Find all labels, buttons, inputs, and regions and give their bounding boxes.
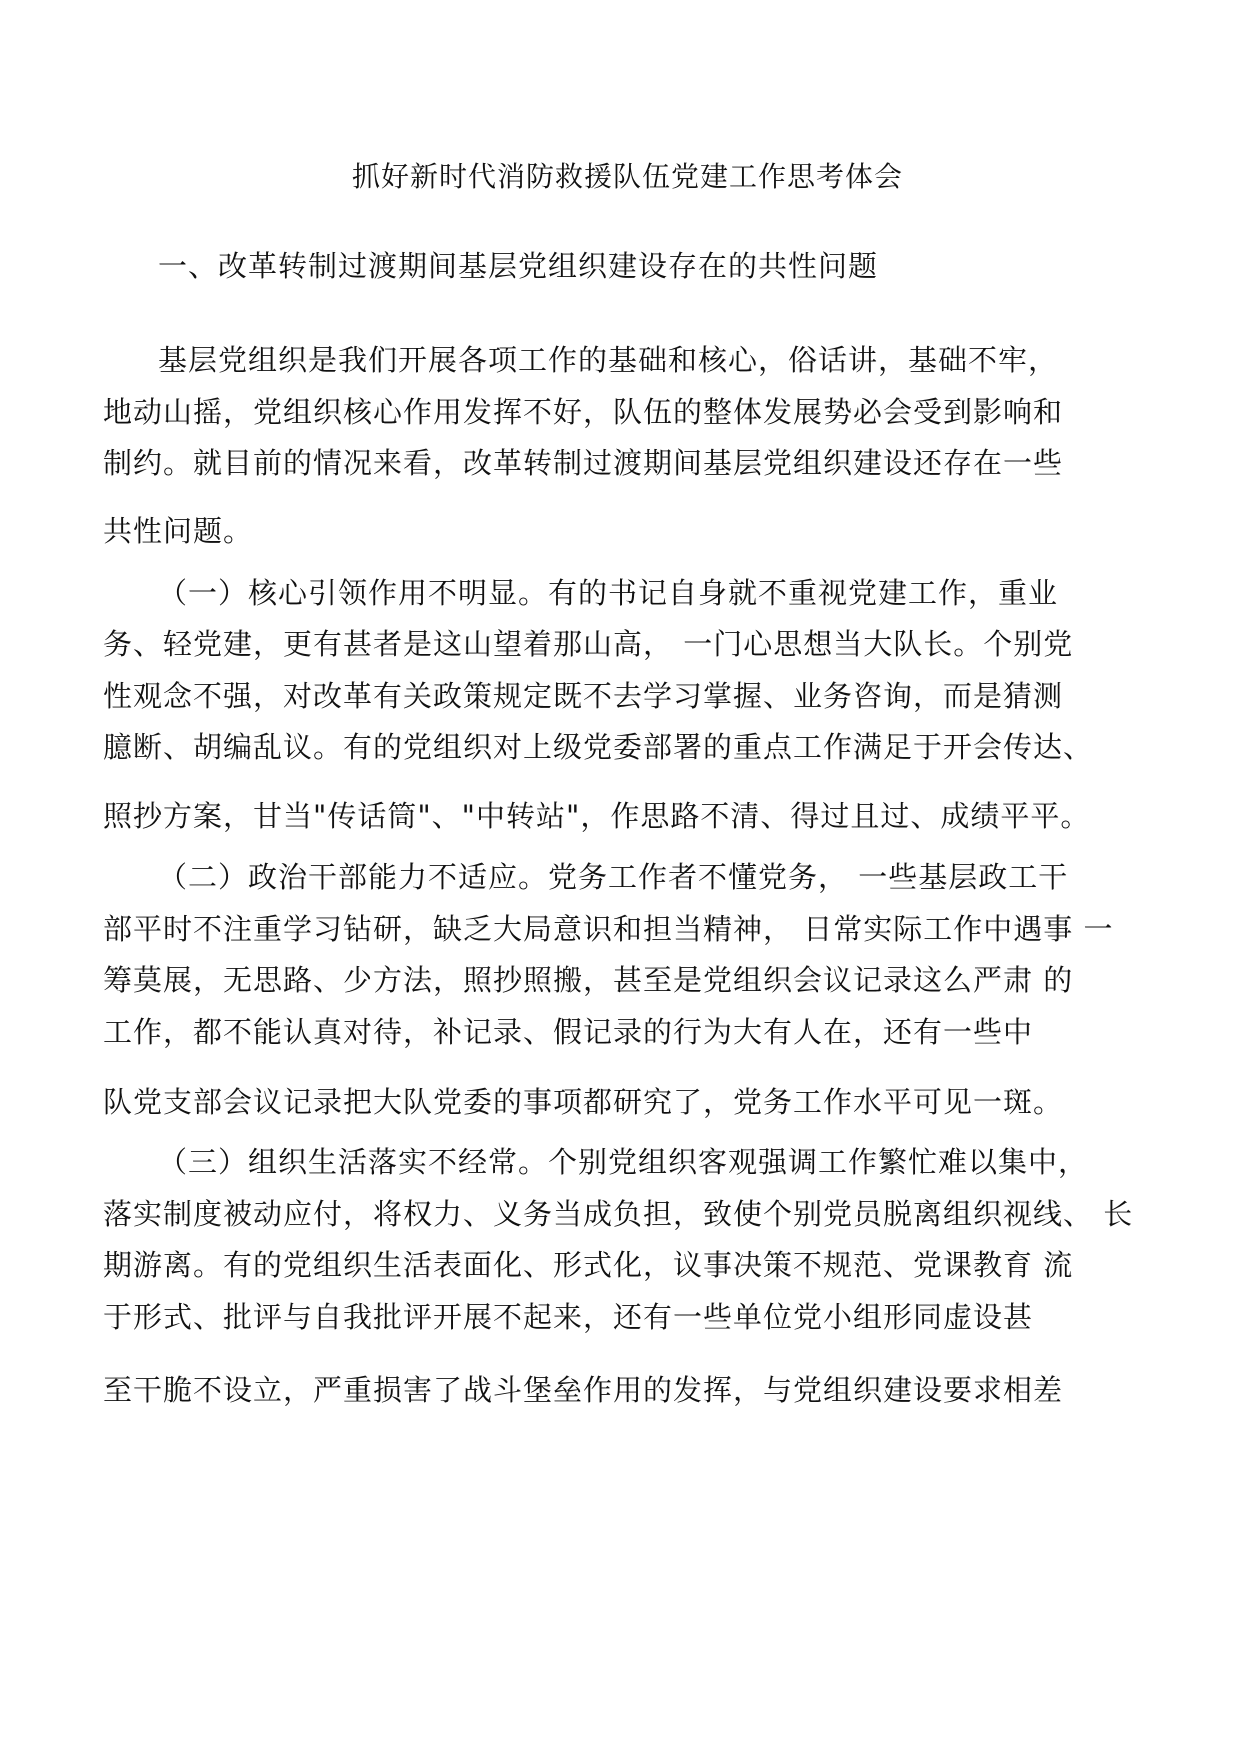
paragraph-line: 性观念不强，对改革有关政策规定既不去学习掌握、业务咨询，而是猜测 [103, 679, 1064, 713]
paragraph-line: 期游离。有的党组织生活表面化、形式化，议事决策不规范、党课教育 流 [103, 1248, 1074, 1282]
paragraph-line: 落实制度被动应付，将权力、义务当成负担，致使个别党员脱离组织视线、 长 [103, 1197, 1134, 1231]
paragraph-line: （一）核心引领作用不明显。有的书记自身就不重视党建工作，重业 [158, 576, 1059, 610]
paragraph-line: 部平时不注重学习钻研，缺乏大局意识和担当精神， 日常实际工作中遇事 一 [103, 912, 1114, 946]
paragraph-line: 基层党组织是我们开展各项工作的基础和核心，俗话讲，基础不牢， [158, 343, 1059, 377]
paragraph-line: 制约。就目前的情况来看，改革转制过渡期间基层党组织建设还存在一些 [103, 446, 1064, 480]
paragraph-line: 臆断、胡编乱议。有的党组织对上级党委部署的重点工作满足于开会传达、 [103, 730, 1094, 764]
paragraph-line: 共性问题。 [103, 514, 254, 548]
paragraph-line: 地动山摇，党组织核心作用发挥不好，队伍的整体发展势必会受到影响和 [103, 395, 1064, 429]
paragraph-line: 工作，都不能认真对待，补记录、假记录的行为大有人在，还有一些中 [103, 1015, 1034, 1049]
paragraph-line: （三）组织生活落实不经常。个别党组织客观强调工作繁忙难以集中， [158, 1145, 1089, 1179]
paragraph-line: 队党支部会议记录把大队党委的事项都研究了，党务工作水平可见一斑。 [103, 1085, 1064, 1119]
document-title: 抓好新时代消防救援队伍党建工作思考体会 [352, 160, 904, 193]
paragraph-line: 于形式、批评与自我批评开展不起来，还有一些单位党小组形同虚设甚 [103, 1300, 1034, 1334]
paragraph-line: 筹莫展，无思路、少方法，照抄照搬，甚至是党组织会议记录这么严肃 的 [103, 963, 1074, 997]
paragraph-line: 务、轻党建，更有甚者是这山望着那山高， 一门心思想当大队长。个别党 [103, 627, 1074, 661]
paragraph-line: 至干脆不设立，严重损害了战斗堡垒作用的发挥，与党组织建设要求相差 [103, 1373, 1064, 1407]
paragraph-line: （二）政治干部能力不适应。党务工作者不懂党务， 一些基层政工干 [158, 860, 1069, 894]
section-heading: 一、改革转制过渡期间基层党组织建设存在的共性问题 [158, 249, 879, 283]
paragraph-line: 照抄方案，甘当"传话筒"、"中转站"，作思路不清、得过且过、成绩平平。 [103, 799, 1091, 833]
